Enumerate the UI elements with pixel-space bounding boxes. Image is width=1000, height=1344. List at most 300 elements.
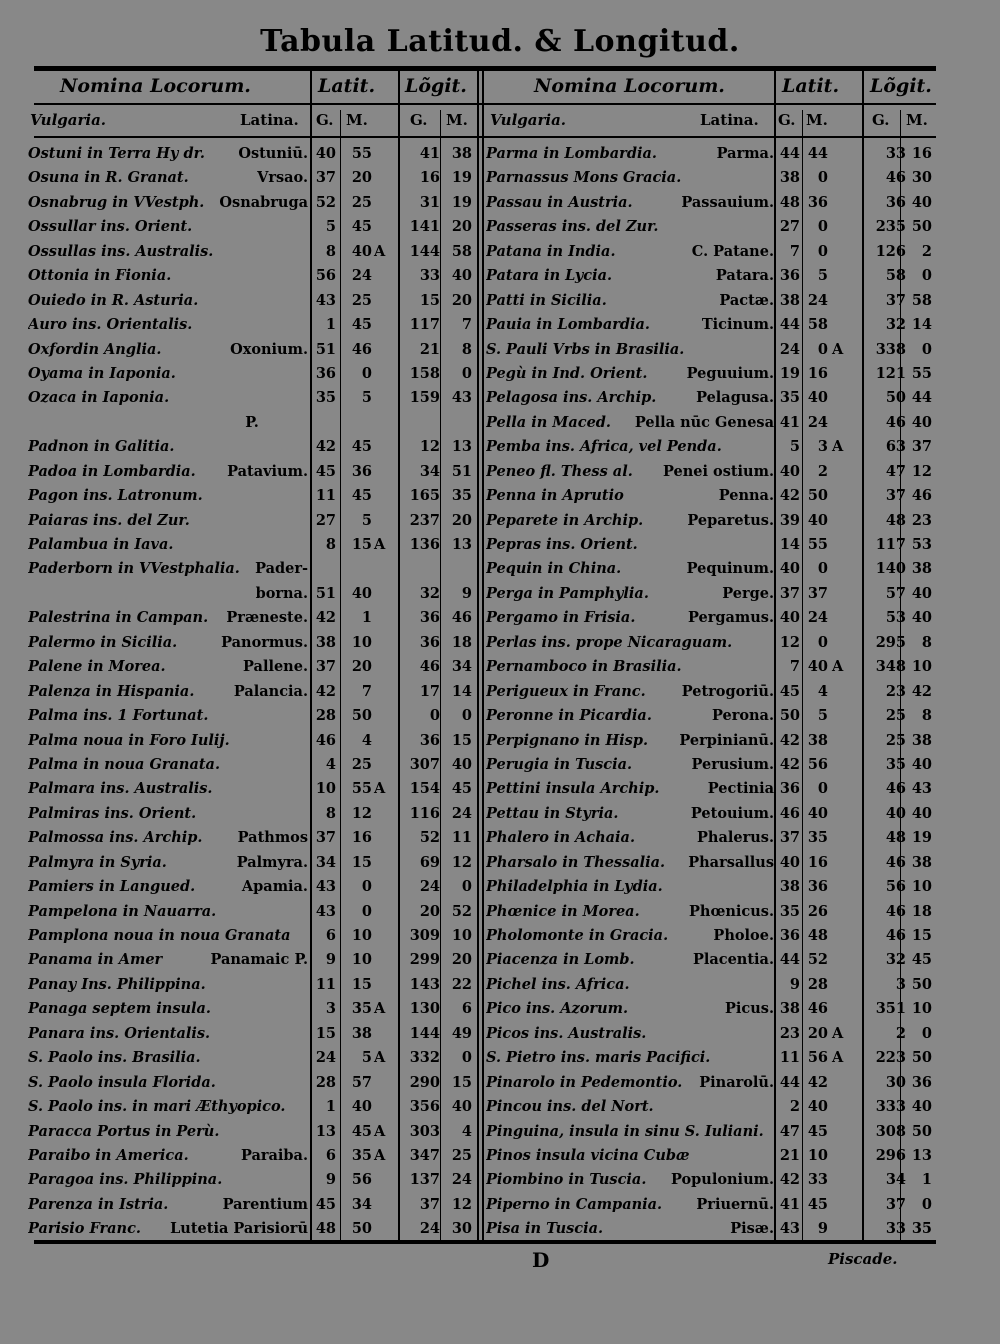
longitude-minutes: 35: [451, 487, 472, 505]
table-row: [486, 509, 934, 533]
latitude-minutes: 2: [817, 462, 828, 480]
table-row: [486, 1046, 934, 1070]
latitude-minutes: 0: [817, 780, 828, 798]
place-name: Palmara ins. Australis.: [28, 780, 213, 798]
latitude-minutes: 4: [361, 731, 372, 749]
place-name: S. Paolo insula Florida.: [28, 1073, 216, 1091]
left-table: [28, 142, 476, 1242]
table-row: [486, 386, 934, 410]
longitude-minutes: 12: [451, 853, 472, 871]
latin-name: Pader-: [255, 560, 308, 578]
longitude-minutes: 23: [911, 511, 932, 529]
longitude-degrees: 144: [409, 1024, 440, 1042]
latitude-minutes: 46: [351, 340, 372, 358]
place-name: Perpignano in Hisp.: [486, 731, 649, 749]
table-row: [28, 191, 476, 215]
place-name: Passau in Austria.: [486, 193, 633, 211]
longitude-minutes: 0: [921, 1024, 932, 1042]
latitude-minutes: 40: [351, 584, 372, 602]
table-row: [28, 435, 476, 459]
longitude-minutes: 2: [921, 242, 932, 260]
longitude-minutes: 0: [461, 707, 472, 725]
longitude-minutes: 12: [451, 1195, 472, 1213]
latitude-degrees: 19: [779, 364, 800, 382]
longitude-minutes: 34: [451, 658, 472, 676]
place-name: S. Paolo ins. in mari Æthyopico.: [28, 1098, 286, 1116]
place-name: Oxfordin Anglia.: [28, 340, 162, 358]
place-name: Palermo in Sicilia.: [28, 633, 178, 651]
latitude-degrees: 37: [315, 169, 336, 187]
latitude-degrees: 37: [779, 584, 800, 602]
latitude-degrees: 44: [779, 951, 800, 969]
place-name: Passeras ins. del Zur.: [486, 218, 659, 236]
latitude-degrees: 5: [789, 438, 800, 456]
latin-name: Panamaic P.: [210, 951, 308, 969]
latin-name: Peparetus.: [687, 511, 774, 529]
latitude-minutes: 37: [807, 584, 828, 602]
longitude-degrees: 20: [419, 902, 440, 920]
longitude-degrees: 17: [419, 682, 440, 700]
place-name: Paracca Portus in Perù.: [28, 1122, 220, 1140]
longitude-degrees: 57: [885, 584, 906, 602]
header-g-long-left: G.: [410, 111, 428, 129]
latin-name: Priuernū.: [696, 1195, 774, 1213]
place-name: Phœnice in Morea.: [486, 902, 640, 920]
longitude-minutes: 10: [451, 927, 472, 944]
longitude-minutes: 24: [451, 804, 472, 822]
place-name: Pinos insula vicina Cubæ: [486, 1146, 690, 1164]
table-row: [28, 557, 476, 581]
longitude-minutes: 38: [911, 853, 932, 871]
place-name: Pamiers in Langued.: [28, 878, 196, 896]
latin-name: Perge.: [722, 584, 774, 602]
place-name: Pelagosa ins. Archip.: [486, 389, 657, 407]
latitude-minutes: 26: [807, 902, 828, 920]
longitude-minutes: 15: [911, 927, 932, 944]
longitude-minutes: 51: [451, 462, 472, 480]
latitude-degrees: 7: [789, 242, 800, 260]
longitude-minutes: 20: [451, 951, 472, 969]
longitude-degrees: 130: [409, 1000, 440, 1018]
latin-name: Pholoe.: [713, 927, 774, 944]
longitude-minutes: 13: [911, 1146, 932, 1164]
table-row: [486, 1120, 934, 1144]
place-name: Pico ins. Azorum.: [486, 1000, 628, 1018]
latitude-minutes: 5: [361, 511, 372, 529]
latitude-minutes: 15: [351, 536, 372, 553]
latitude-degrees: 50: [779, 707, 800, 725]
place-name: Panaga septem insula.: [28, 1000, 211, 1018]
longitude-minutes: 40: [451, 755, 472, 773]
latitude-minutes: 50: [351, 707, 372, 725]
longitude-degrees: 36: [419, 633, 440, 651]
latitude-minutes: 12: [351, 804, 372, 822]
latin-name: borna.: [255, 584, 308, 602]
latin-name: Parma.: [716, 145, 774, 162]
latitude-minutes: 25: [351, 193, 372, 211]
place-name: Pemba ins. Africa, vel Penda.: [486, 438, 722, 456]
longitude-minutes: 8: [461, 340, 472, 358]
longitude-degrees: 58: [885, 267, 906, 285]
longitude-degrees: 33: [419, 267, 440, 285]
latitude-degrees: 6: [325, 927, 336, 944]
latitude-minutes: 48: [807, 927, 828, 944]
longitude-degrees: 309: [409, 927, 440, 944]
place-name: Pequin in China.: [486, 560, 622, 578]
longitude-degrees: 37: [885, 487, 906, 505]
longitude-minutes: 13: [451, 438, 472, 456]
longitude-minutes: 30: [451, 1220, 472, 1238]
place-name: P.: [245, 413, 259, 431]
latitude-degrees: 24: [779, 340, 800, 358]
place-name: Perga in Pamphylia.: [486, 584, 649, 602]
bottom-rule: [34, 1240, 936, 1244]
place-name: Patti in Sicilia.: [486, 291, 607, 309]
austral-marker: A: [832, 438, 844, 456]
place-name: Piacenza in Lomb.: [486, 951, 635, 969]
longitude-minutes: 9: [461, 584, 472, 602]
top-rule: [34, 66, 936, 71]
latitude-degrees: 35: [779, 389, 800, 407]
table-row: [28, 1022, 476, 1046]
latitude-minutes: 45: [807, 1195, 828, 1213]
longitude-minutes: 45: [911, 951, 932, 969]
place-name: Pepras ins. Orient.: [486, 536, 638, 553]
longitude-degrees: 21: [419, 340, 440, 358]
table-row: [486, 191, 934, 215]
table-row: [28, 460, 476, 484]
longitude-degrees: 159: [409, 389, 440, 407]
header-vulgaria-left: Vulgaria.: [30, 111, 107, 129]
place-name: Pettini insula Archip.: [486, 780, 660, 798]
latitude-minutes: 5: [817, 707, 828, 725]
latitude-minutes: 38: [351, 1024, 372, 1042]
longitude-minutes: 40: [911, 755, 932, 773]
longitude-degrees: 23: [885, 682, 906, 700]
latitude-degrees: 45: [315, 1195, 336, 1213]
latitude-minutes: 40: [807, 511, 828, 529]
latin-name: Penna.: [718, 487, 774, 505]
longitude-degrees: 296: [875, 1146, 906, 1164]
longitude-degrees: 36: [885, 193, 906, 211]
place-name: Palenza in Hispania.: [28, 682, 195, 700]
latin-name: Palancia.: [233, 682, 308, 700]
latin-name: Pharsallus: [688, 853, 774, 871]
latitude-degrees: 35: [779, 902, 800, 920]
header-m-lat-left: M.: [346, 111, 368, 129]
longitude-degrees: 30: [885, 1073, 906, 1091]
longitude-degrees: 25: [885, 731, 906, 749]
place-name: Parenza in Istria.: [28, 1195, 169, 1213]
table-row: [486, 1022, 934, 1046]
longitude-minutes: 38: [451, 145, 472, 162]
latin-name: Præneste.: [226, 609, 308, 627]
longitude-minutes: 50: [911, 1122, 932, 1140]
latitude-minutes: 40: [807, 389, 828, 407]
longitude-degrees: 46: [885, 780, 906, 798]
latitude-minutes: 0: [361, 364, 372, 382]
latitude-minutes: 40: [351, 242, 372, 260]
page-title: Tabula Latitud. & Longitud.: [260, 24, 740, 59]
longitude-degrees: 35: [885, 755, 906, 773]
header-nomina-left: Nomina Locorum.: [60, 75, 251, 97]
table-row: [28, 1144, 476, 1168]
table-row: [28, 142, 476, 166]
latitude-degrees: 9: [789, 975, 800, 993]
table-row: [28, 313, 476, 337]
latitude-minutes: 24: [351, 267, 372, 285]
latitude-degrees: 45: [779, 682, 800, 700]
latitude-minutes: 50: [807, 487, 828, 505]
place-name: Pernamboco in Brasilia.: [486, 658, 682, 676]
header-m-long-left: M.: [446, 111, 468, 129]
longitude-minutes: 8: [921, 707, 932, 725]
table-row: [486, 973, 934, 997]
place-name: Panama in Amer: [28, 951, 163, 969]
longitude-degrees: 347: [409, 1146, 440, 1164]
place-name: Penna in Aprutio: [486, 487, 624, 505]
table-row: [28, 680, 476, 704]
table-row: [486, 704, 934, 728]
longitude-minutes: 1: [921, 1171, 932, 1189]
header-g-lat-right: G.: [778, 111, 796, 129]
latin-name: Passauium.: [681, 193, 774, 211]
place-name: Palma noua in Foro Iulij.: [28, 731, 230, 749]
place-name: Patana in India.: [486, 242, 616, 260]
longitude-minutes: 43: [911, 780, 932, 798]
place-name: Patara in Lycia.: [486, 267, 613, 285]
austral-marker: A: [374, 780, 386, 798]
latin-name: Perona.: [711, 707, 774, 725]
header-latina-left: Latina.: [240, 111, 299, 129]
longitude-degrees: 34: [885, 1171, 906, 1189]
latitude-degrees: 37: [315, 658, 336, 676]
latitude-minutes: 36: [351, 462, 372, 480]
latitude-minutes: 3: [817, 438, 828, 456]
latitude-degrees: 43: [315, 902, 336, 920]
longitude-degrees: 303: [409, 1122, 440, 1140]
table-row: [486, 826, 934, 850]
longitude-minutes: 11: [451, 829, 472, 847]
latin-name: Parentium: [222, 1195, 308, 1213]
place-name: Palambua in Iava.: [28, 536, 174, 553]
table-row: [28, 1217, 476, 1241]
longitude-minutes: 36: [911, 1073, 932, 1091]
latitude-minutes: 45: [351, 487, 372, 505]
table-row: [486, 924, 934, 948]
table-row: [486, 631, 934, 655]
latitude-degrees: 8: [325, 536, 336, 553]
longitude-degrees: 32: [885, 316, 906, 334]
table-row: [486, 362, 934, 386]
table-row: [486, 215, 934, 239]
longitude-degrees: 117: [409, 316, 440, 334]
longitude-degrees: 40: [885, 804, 906, 822]
latin-name: Petouium.: [690, 804, 774, 822]
latin-name: Patavium.: [227, 462, 308, 480]
latin-name: Pequinum.: [686, 560, 774, 578]
place-name: Padnon in Galitia.: [28, 438, 175, 456]
longitude-degrees: 46: [885, 927, 906, 944]
austral-marker: A: [832, 658, 844, 676]
place-name: Paragoa ins. Philippina.: [28, 1171, 223, 1189]
longitude-degrees: 25: [885, 707, 906, 725]
latitude-degrees: 40: [779, 462, 800, 480]
latitude-degrees: 15: [315, 1024, 336, 1042]
longitude-minutes: 40: [911, 413, 932, 431]
longitude-degrees: 50: [885, 389, 906, 407]
latitude-degrees: 28: [315, 707, 336, 725]
longitude-minutes: 15: [451, 1073, 472, 1091]
latitude-degrees: 3: [325, 1000, 336, 1018]
longitude-degrees: 0: [429, 707, 440, 725]
table-row: [486, 240, 934, 264]
latitude-minutes: 16: [807, 853, 828, 871]
latitude-minutes: 56: [807, 755, 828, 773]
header-m-long-right: M.: [906, 111, 928, 129]
latin-name: Ostuniū.: [238, 145, 308, 162]
latitude-degrees: 38: [779, 878, 800, 896]
header-latina-right: Latina.: [700, 111, 759, 129]
table-row: [28, 240, 476, 264]
table-row: [486, 680, 934, 704]
longitude-degrees: 32: [419, 584, 440, 602]
place-name: Pamplona noua in noua Granata: [28, 927, 291, 944]
latitude-degrees: 46: [779, 804, 800, 822]
longitude-minutes: 10: [911, 1000, 932, 1018]
header-vulgaria-right: Vulgaria.: [490, 111, 567, 129]
table-row: [28, 875, 476, 899]
catchword: Piscade.: [828, 1250, 898, 1268]
longitude-degrees: 69: [419, 853, 440, 871]
place-name: Palma in noua Granata.: [28, 755, 220, 773]
longitude-minutes: 13: [451, 536, 472, 553]
place-name: Ouiedo in R. Asturia.: [28, 291, 199, 309]
longitude-degrees: 46: [885, 902, 906, 920]
latitude-degrees: 42: [315, 609, 336, 627]
latitude-minutes: 15: [351, 853, 372, 871]
latin-name: Ticinum.: [701, 316, 774, 334]
longitude-degrees: 308: [875, 1122, 906, 1140]
table-row: [28, 997, 476, 1021]
table-row: [28, 777, 476, 801]
latin-name: Pectinia: [707, 780, 774, 798]
latin-name: Perpinianū.: [679, 731, 774, 749]
longitude-minutes: 25: [451, 1146, 472, 1164]
place-name: Phalero in Achaia.: [486, 829, 636, 847]
latitude-degrees: 40: [779, 560, 800, 578]
table-row: [486, 729, 934, 753]
longitude-degrees: 37: [885, 1195, 906, 1213]
table-row: [486, 802, 934, 826]
longitude-degrees: 299: [409, 951, 440, 969]
latitude-degrees: 42: [779, 731, 800, 749]
latitude-minutes: 4: [817, 682, 828, 700]
latitude-minutes: 52: [807, 951, 828, 969]
latitude-degrees: 42: [315, 438, 336, 456]
table-row: [28, 338, 476, 362]
latin-name: Panormus.: [221, 633, 308, 651]
latitude-minutes: 40: [351, 1098, 372, 1116]
longitude-degrees: 154: [409, 780, 440, 798]
place-name: Palmossa ins. Archip.: [28, 829, 203, 847]
latin-name: Pactæ.: [719, 291, 774, 309]
latitude-degrees: 14: [779, 536, 800, 553]
longitude-minutes: 19: [451, 169, 472, 187]
longitude-minutes: 10: [911, 658, 932, 676]
longitude-minutes: 10: [911, 878, 932, 896]
longitude-minutes: 45: [451, 780, 472, 798]
latin-name: Pathmos: [237, 829, 308, 847]
latitude-degrees: 12: [779, 633, 800, 651]
table-row: [28, 1193, 476, 1217]
longitude-minutes: 0: [921, 340, 932, 358]
subheader-divider: [34, 136, 936, 138]
latitude-degrees: 27: [779, 218, 800, 236]
latitude-degrees: 48: [779, 193, 800, 211]
longitude-minutes: 58: [451, 242, 472, 260]
longitude-minutes: 50: [911, 975, 932, 993]
latitude-degrees: 36: [779, 927, 800, 944]
longitude-minutes: 0: [461, 878, 472, 896]
place-name: Palma ins. 1 Fortunat.: [28, 707, 209, 725]
table-row: [28, 729, 476, 753]
latitude-degrees: 36: [315, 364, 336, 382]
latin-name: Phalerus.: [697, 829, 774, 847]
latin-name: Petrogoriū.: [681, 682, 774, 700]
place-name: Pharsalo in Thessalia.: [486, 853, 666, 871]
austral-marker: A: [374, 1146, 386, 1164]
longitude-minutes: 19: [911, 829, 932, 847]
longitude-degrees: 351: [875, 1000, 906, 1018]
longitude-degrees: 33: [885, 145, 906, 162]
longitude-degrees: 41: [419, 145, 440, 162]
header-divider: [34, 103, 936, 105]
latitude-minutes: 20: [351, 169, 372, 187]
place-name: S. Paolo ins. Brasilia.: [28, 1049, 201, 1067]
latin-name: Perusium.: [691, 755, 774, 773]
place-name: Palmyra in Syria.: [28, 853, 167, 871]
longitude-degrees: 34: [419, 462, 440, 480]
table-row: [28, 655, 476, 679]
latitude-minutes: 55: [807, 536, 828, 553]
latitude-minutes: 34: [351, 1195, 372, 1213]
latitude-minutes: 35: [351, 1000, 372, 1018]
place-name: Palmiras ins. Orient.: [28, 804, 197, 822]
longitude-degrees: 48: [885, 511, 906, 529]
longitude-minutes: 7: [461, 316, 472, 334]
latitude-degrees: 8: [325, 804, 336, 822]
longitude-degrees: 12: [419, 438, 440, 456]
latitude-degrees: 42: [315, 682, 336, 700]
latin-name: Apamia.: [241, 878, 308, 896]
latitude-minutes: 24: [807, 609, 828, 627]
table-row: [486, 606, 934, 630]
table-row: [28, 484, 476, 508]
latitude-degrees: 40: [779, 853, 800, 871]
table-row: [28, 215, 476, 239]
latitude-minutes: 55: [351, 780, 372, 798]
place-name: Parnassus Mons Gracia.: [486, 169, 682, 187]
latitude-degrees: 51: [315, 584, 336, 602]
table-row: [28, 826, 476, 850]
latin-name: Pella nūc Genesa: [634, 413, 774, 431]
place-name: Ossullas ins. Australis.: [28, 242, 214, 260]
longitude-degrees: 36: [419, 609, 440, 627]
table-row: [486, 851, 934, 875]
place-name: Pegù in Ind. Orient.: [486, 364, 648, 382]
longitude-degrees: 37: [885, 291, 906, 309]
